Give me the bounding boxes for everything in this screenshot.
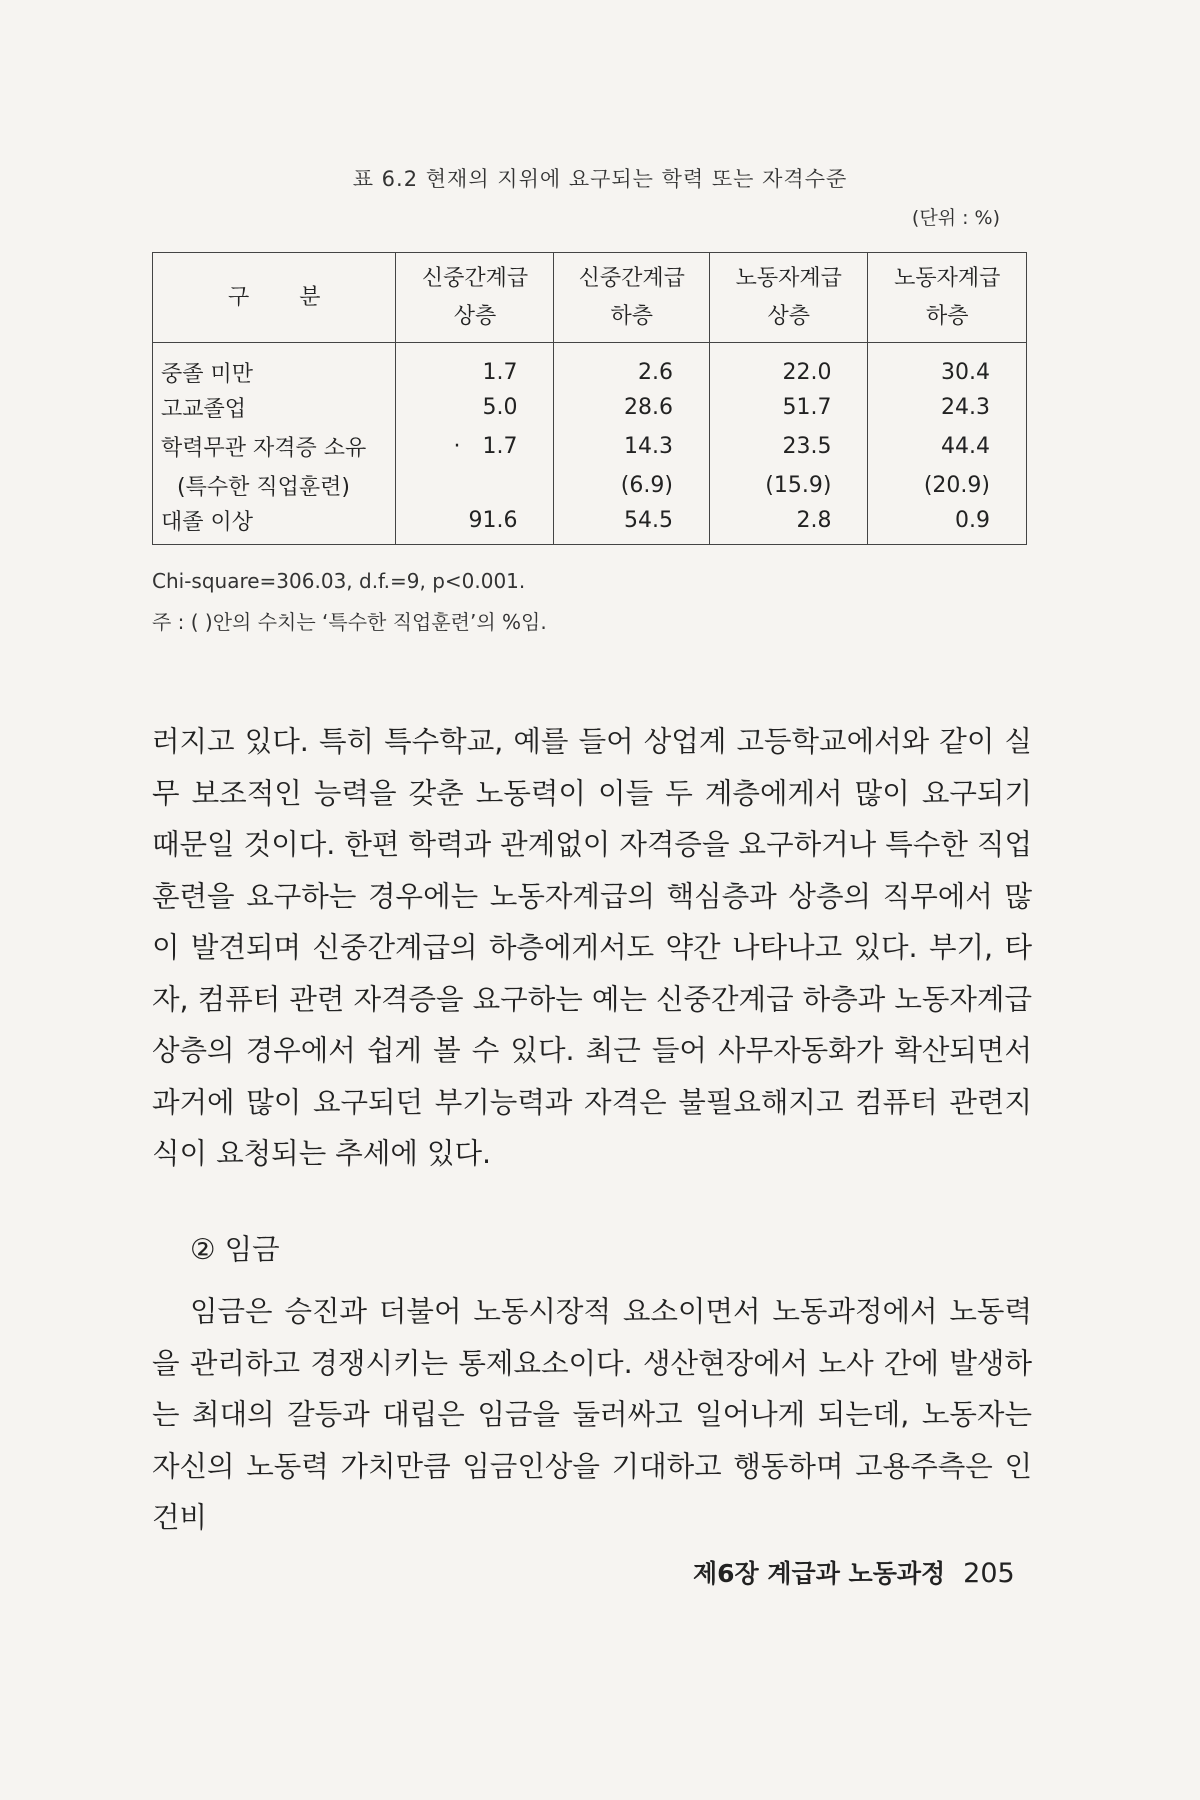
table-header-row	[153, 253, 1027, 343]
column-header-line: 신중간계급	[421, 265, 529, 291]
column-header-line: 하층	[610, 303, 653, 329]
table-footnote: 주 : ( )안의 수치는 ‘특수한 직업훈련’의 %임.	[152, 610, 547, 634]
table-cell: 2.6	[554, 343, 709, 389]
table-cell: 44.4	[868, 427, 1027, 466]
table-cell: 30.4	[868, 343, 1027, 389]
table-row	[153, 505, 1027, 545]
body-paragraph: 임금은 승진과 더불어 노동시장적 요소이면서 노동과정에서 노동력을 관리하고 경쟁시키는 통제요소이다. 생산현장에서 노사 간에 발생하는 최대의 갈등과 대립은 임금을 둘러싸고 일어나게 되는데, 노동자는 자신의 노동력 가치만큼 임금인상을 기대하고 행동하며 고용주측은 인건비	[152, 1295, 1032, 1534]
table-cell: 91.6	[396, 505, 554, 545]
row-label: (특수한 직업훈련)	[153, 466, 396, 505]
chapter-title: 제6장 계급과 노동과정	[693, 1559, 946, 1588]
statistics-note: Chi-square=306.03, d.f.=9, p<0.001.	[152, 569, 526, 593]
table-cell: 14.3	[554, 427, 709, 466]
table-cell: (20.9)	[868, 466, 1027, 505]
table-cell: 1.7	[396, 343, 554, 389]
table-row	[153, 427, 1027, 466]
table-cell: 24.3	[868, 388, 1027, 427]
column-header-line: 신중간계급	[578, 265, 685, 291]
table-caption: 표 6.2 현재의 지위에 요구되는 학력 또는 자격수준	[352, 167, 848, 191]
row-label: 고교졸업	[153, 388, 396, 427]
table-cell	[396, 427, 554, 466]
category-header-part: 구	[227, 284, 250, 310]
column-header	[868, 253, 1027, 343]
table-cell: 22.0	[709, 343, 868, 389]
body-paragraph: 러지고 있다. 특히 특수학교, 예를 들어 상업계 고등학교에서와 같이 실무 보조적인 능력을 갖춘 노동력이 이들 두 계층에게서 많이 요구되기 때문일 것이다. 한편 학력과 관계없이 자격증을 요구하거나 특수한 직업훈련을 요구하는 경우에는 노동자계급의 핵심층과 상층의 직무에서 많이 발견되며 신중간계급의 하층에게서도 약간 나타나고 있다. 부기, 타자, 컴퓨터 관련 자격증을 요구하는 예는 신중간계급 하층과 노동자계급 상층의 경우에서 쉽게 볼 수 있다. 최근 들어 사무자동화가 확산되면서 과거에 많이 요구되던 부기능력과 자격은 불필요해지고 컴퓨터 관련지식이 요청되는 추세에 있다.	[152, 725, 1032, 1170]
table-cell: 2.8	[709, 505, 868, 545]
table-cell: 51.7	[709, 388, 868, 427]
row-label: 학력무관 자격증 소유	[153, 427, 396, 466]
unit-label: (단위 : %)	[911, 207, 1000, 229]
column-header	[396, 253, 554, 343]
table-row	[153, 388, 1027, 427]
row-label: 중졸 미만	[153, 343, 396, 389]
page-footer	[693, 1554, 1015, 1590]
table-cell: 0.9	[868, 505, 1027, 545]
column-header	[709, 253, 868, 343]
column-header-line: 상층	[767, 303, 810, 329]
column-header-line: 노동자계급	[894, 265, 1001, 291]
education-requirement-table	[152, 252, 1027, 545]
section-heading: ② 임금	[190, 1233, 280, 1266]
stray-mark: ·	[453, 434, 461, 459]
table-row	[153, 343, 1027, 389]
table-row	[153, 466, 1027, 505]
category-header	[153, 253, 396, 343]
column-header-line: 노동자계급	[735, 265, 842, 291]
column-header-line: 상층	[453, 303, 497, 329]
table-cell-value: 1.7	[482, 434, 518, 459]
table-cell: 28.6	[554, 388, 709, 427]
column-header-line: 하층	[925, 303, 969, 329]
table-cell: 23.5	[709, 427, 868, 466]
row-label: 대졸 이상	[153, 505, 396, 545]
table-cell	[396, 466, 554, 505]
table-cell: 54.5	[554, 505, 709, 545]
table-cell: 5.0	[396, 388, 554, 427]
category-header-part: 분	[299, 284, 321, 310]
column-header	[554, 253, 709, 343]
page-number: 205	[963, 1558, 1015, 1589]
table-cell: (15.9)	[709, 466, 868, 505]
table-cell: (6.9)	[554, 466, 709, 505]
